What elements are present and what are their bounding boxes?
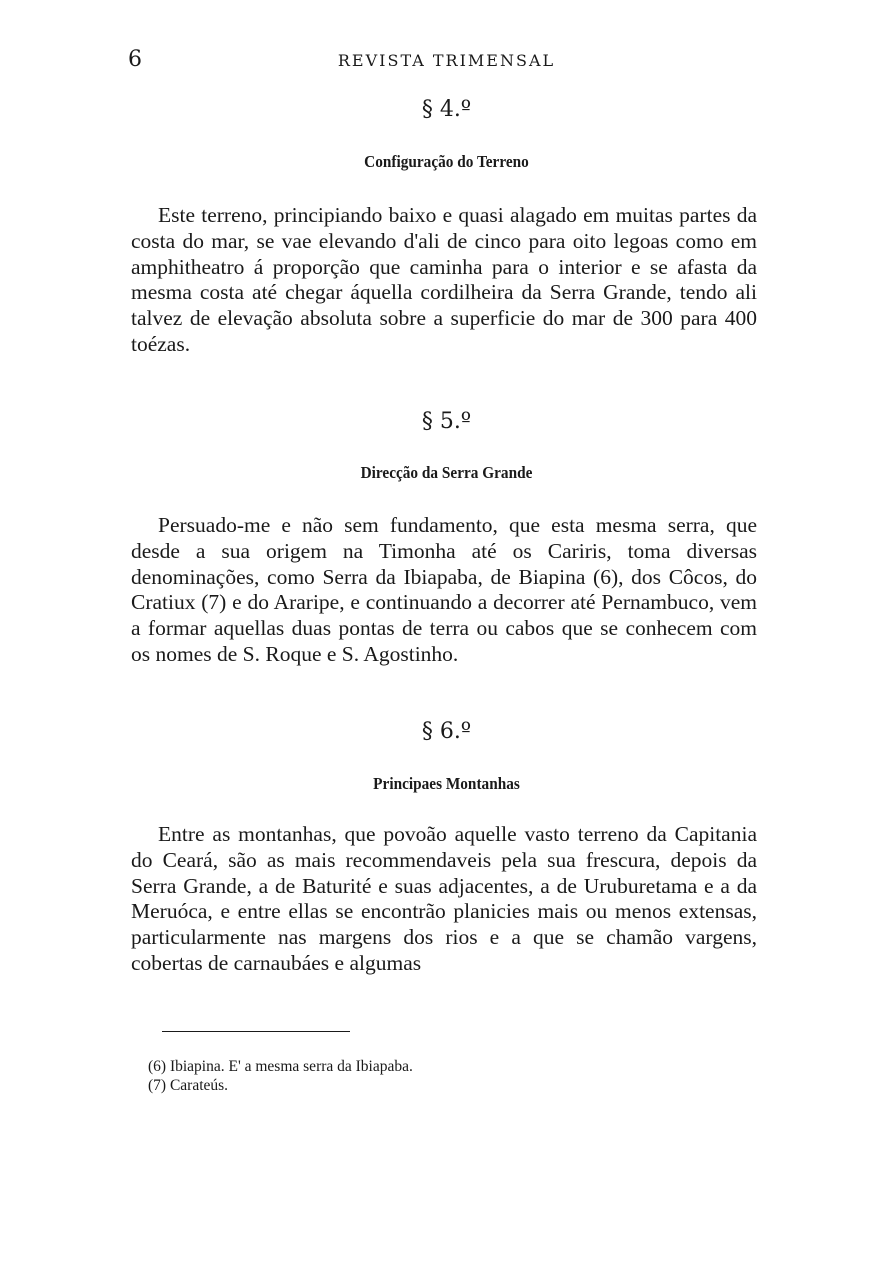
footnote-rule [162, 1031, 350, 1032]
page-number: 6 [128, 47, 142, 72]
section-6-mark: § 6.º [421, 719, 472, 744]
section-5-title: Direcção da Serra Grande [360, 463, 533, 482]
section-6-title: Principaes Montanhas [373, 774, 520, 793]
section-4-paragraph: Este terreno, principiando baixo e quasi alagado em muitas partes da costa do mar, se vae elevando d'ali de cinco para oito legoas como em amphitheatro á proporção que caminha para o interior e se afasta da mesma costa até chegar áquella cordilheira da Serra Grande, tendo ali talvez de elevação absoluta sobre a superficie do mar de 300 para 400 toézas. [131, 203, 757, 356]
section-4-title: Configuração do Terreno [364, 152, 529, 171]
footnotes [148, 1057, 748, 1095]
section-5-mark: § 5.º [421, 409, 472, 434]
footnote-7: (7) Carateús. [148, 1077, 229, 1094]
footnote-6: (6) Ibiapina. E' a mesma serra da Ibiapaba. [148, 1058, 413, 1075]
running-head: REVISTA TRIMENSAL [337, 51, 556, 70]
section-4-mark: § 4.º [421, 97, 472, 122]
section-5-paragraph: Persuado-me e não sem fundamento, que esta mesma serra, que desde a sua origem na Timonha até os Cariris, toma diversas denominações, como Serra da Ibiapaba, de Biapina (6), dos Côcos, do Cratiux (7) e do Araripe, e continuando a decorrer até Pernambuco, vem a formar aquellas duas pontas de terra ou cabos que se conhecem com os nomes de S. Roque e S. Agostinho. [131, 513, 757, 666]
section-6-paragraph: Entre as montanhas, que povoão aquelle vasto terreno da Capitania do Ceará, são as mais recommendaveis pela sua frescura, depois da Serra Grande, a de Baturité e suas adjacentes, a de Uruburetama e a da Meruóca, e entre ellas se encontrão planicies mais ou menos extensas, particularmente nas margens dos rios e a que se chamão vargens, cobertas de carnaubáes e algumas [131, 822, 757, 975]
